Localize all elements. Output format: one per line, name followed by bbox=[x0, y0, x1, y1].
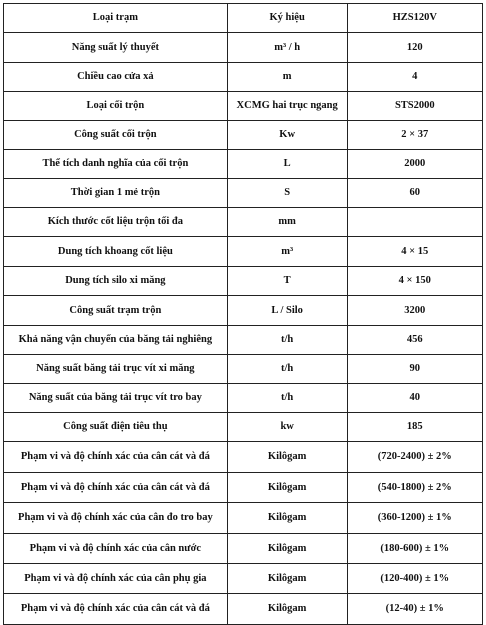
table-row bbox=[4, 534, 483, 564]
spec-unit-cell: m³ bbox=[227, 237, 347, 267]
spec-value-cell: 3200 bbox=[347, 296, 482, 326]
spec-value-cell: 4 × 15 bbox=[347, 237, 482, 267]
spec-value-cell: (540-1800) ± 2% bbox=[347, 473, 482, 503]
table-row bbox=[4, 355, 483, 384]
spec-unit-cell: t/h bbox=[227, 326, 347, 355]
spec-name-cell: Phạm vi và độ chính xác của cân phụ gia bbox=[4, 564, 228, 594]
table-row bbox=[4, 326, 483, 355]
spec-unit-cell: L / Silo bbox=[227, 296, 347, 326]
spec-value-cell: 60 bbox=[347, 179, 482, 208]
spec-value-cell: (12-40) ± 1% bbox=[347, 594, 482, 625]
spec-name-cell: Phạm vi và độ chính xác của cân cát và đá bbox=[4, 442, 228, 473]
table-row bbox=[4, 121, 483, 150]
header-cell-model: HZS120V bbox=[347, 4, 482, 33]
spec-name-cell: Chiều cao cửa xả bbox=[4, 63, 228, 92]
table-row bbox=[4, 237, 483, 267]
spec-unit-cell: Kilôgam bbox=[227, 442, 347, 473]
spec-unit-cell: Kilôgam bbox=[227, 594, 347, 625]
spec-table-body bbox=[4, 4, 483, 625]
spec-value-cell: 456 bbox=[347, 326, 482, 355]
table-row bbox=[4, 267, 483, 296]
spec-name-cell: Dung tích khoang cốt liệu bbox=[4, 237, 228, 267]
spec-unit-cell: Kilôgam bbox=[227, 534, 347, 564]
spec-value-cell: 2 × 37 bbox=[347, 121, 482, 150]
spec-name-cell: Phạm vi và độ chính xác của cân đo tro bay bbox=[4, 503, 228, 534]
spec-unit-cell: t/h bbox=[227, 355, 347, 384]
spec-unit-cell: Kilôgam bbox=[227, 473, 347, 503]
table-row bbox=[4, 179, 483, 208]
spec-value-cell: (120-400) ± 1% bbox=[347, 564, 482, 594]
spec-name-cell: Năng suất lý thuyết bbox=[4, 33, 228, 63]
spec-name-cell: Thời gian 1 mẻ trộn bbox=[4, 179, 228, 208]
spec-unit-cell: T bbox=[227, 267, 347, 296]
spec-unit-cell: m bbox=[227, 63, 347, 92]
spec-unit-cell: L bbox=[227, 150, 347, 179]
spec-name-cell: Công suất điện tiêu thụ bbox=[4, 413, 228, 442]
table-row bbox=[4, 208, 483, 237]
table-row bbox=[4, 473, 483, 503]
spec-unit-cell: Kw bbox=[227, 121, 347, 150]
spec-name-cell: Năng suất của băng tải trục vít tro bay bbox=[4, 384, 228, 413]
spec-name-cell: Loại cối trộn bbox=[4, 92, 228, 121]
spec-name-cell: Thể tích danh nghĩa của cối trộn bbox=[4, 150, 228, 179]
spec-name-cell: Dung tích silo xi măng bbox=[4, 267, 228, 296]
spec-unit-cell: S bbox=[227, 179, 347, 208]
table-row bbox=[4, 63, 483, 92]
spec-value-cell: 4 bbox=[347, 63, 482, 92]
table-row bbox=[4, 442, 483, 473]
spec-value-cell: 90 bbox=[347, 355, 482, 384]
spec-unit-cell: kw bbox=[227, 413, 347, 442]
spec-unit-cell: Kilôgam bbox=[227, 503, 347, 534]
spec-unit-cell: XCMG hai trục ngang bbox=[227, 92, 347, 121]
table-row bbox=[4, 564, 483, 594]
spec-name-cell: Phạm vi và độ chính xác của cân nước bbox=[4, 534, 228, 564]
header-row bbox=[4, 4, 483, 33]
spec-name-cell: Công suất cối trộn bbox=[4, 121, 228, 150]
table-row bbox=[4, 296, 483, 326]
header-cell-symbol: Ký hiệu bbox=[227, 4, 347, 33]
header-cell-station-type: Loại trạm bbox=[4, 4, 228, 33]
spec-value-cell: 2000 bbox=[347, 150, 482, 179]
spec-value-cell: STS2000 bbox=[347, 92, 482, 121]
table-row bbox=[4, 503, 483, 534]
spec-name-cell: Năng suất băng tải trục vít xi măng bbox=[4, 355, 228, 384]
spec-value-cell: (360-1200) ± 1% bbox=[347, 503, 482, 534]
spec-value-cell: (180-600) ± 1% bbox=[347, 534, 482, 564]
spec-table bbox=[3, 3, 483, 625]
spec-value-cell: 40 bbox=[347, 384, 482, 413]
spec-name-cell: Kích thước cốt liệu trộn tối đa bbox=[4, 208, 228, 237]
spec-unit-cell: t/h bbox=[227, 384, 347, 413]
table-row bbox=[4, 413, 483, 442]
spec-name-cell: Phạm vi và độ chính xác của cân cát và đá bbox=[4, 594, 228, 625]
spec-unit-cell: m³ / h bbox=[227, 33, 347, 63]
table-row bbox=[4, 384, 483, 413]
spec-value-cell: (720-2400) ± 2% bbox=[347, 442, 482, 473]
table-row bbox=[4, 92, 483, 121]
spec-value-cell: 185 bbox=[347, 413, 482, 442]
spec-name-cell: Công suất trạm trộn bbox=[4, 296, 228, 326]
spec-value-cell: 4 × 150 bbox=[347, 267, 482, 296]
spec-name-cell: Phạm vi và độ chính xác của cân cát và đá bbox=[4, 473, 228, 503]
spec-value-cell: 120 bbox=[347, 33, 482, 63]
table-row bbox=[4, 33, 483, 63]
spec-name-cell: Khả năng vận chuyển của băng tải nghiêng bbox=[4, 326, 228, 355]
spec-unit-cell: mm bbox=[227, 208, 347, 237]
spec-unit-cell: Kilôgam bbox=[227, 564, 347, 594]
table-row bbox=[4, 150, 483, 179]
spec-value-cell bbox=[347, 208, 482, 237]
